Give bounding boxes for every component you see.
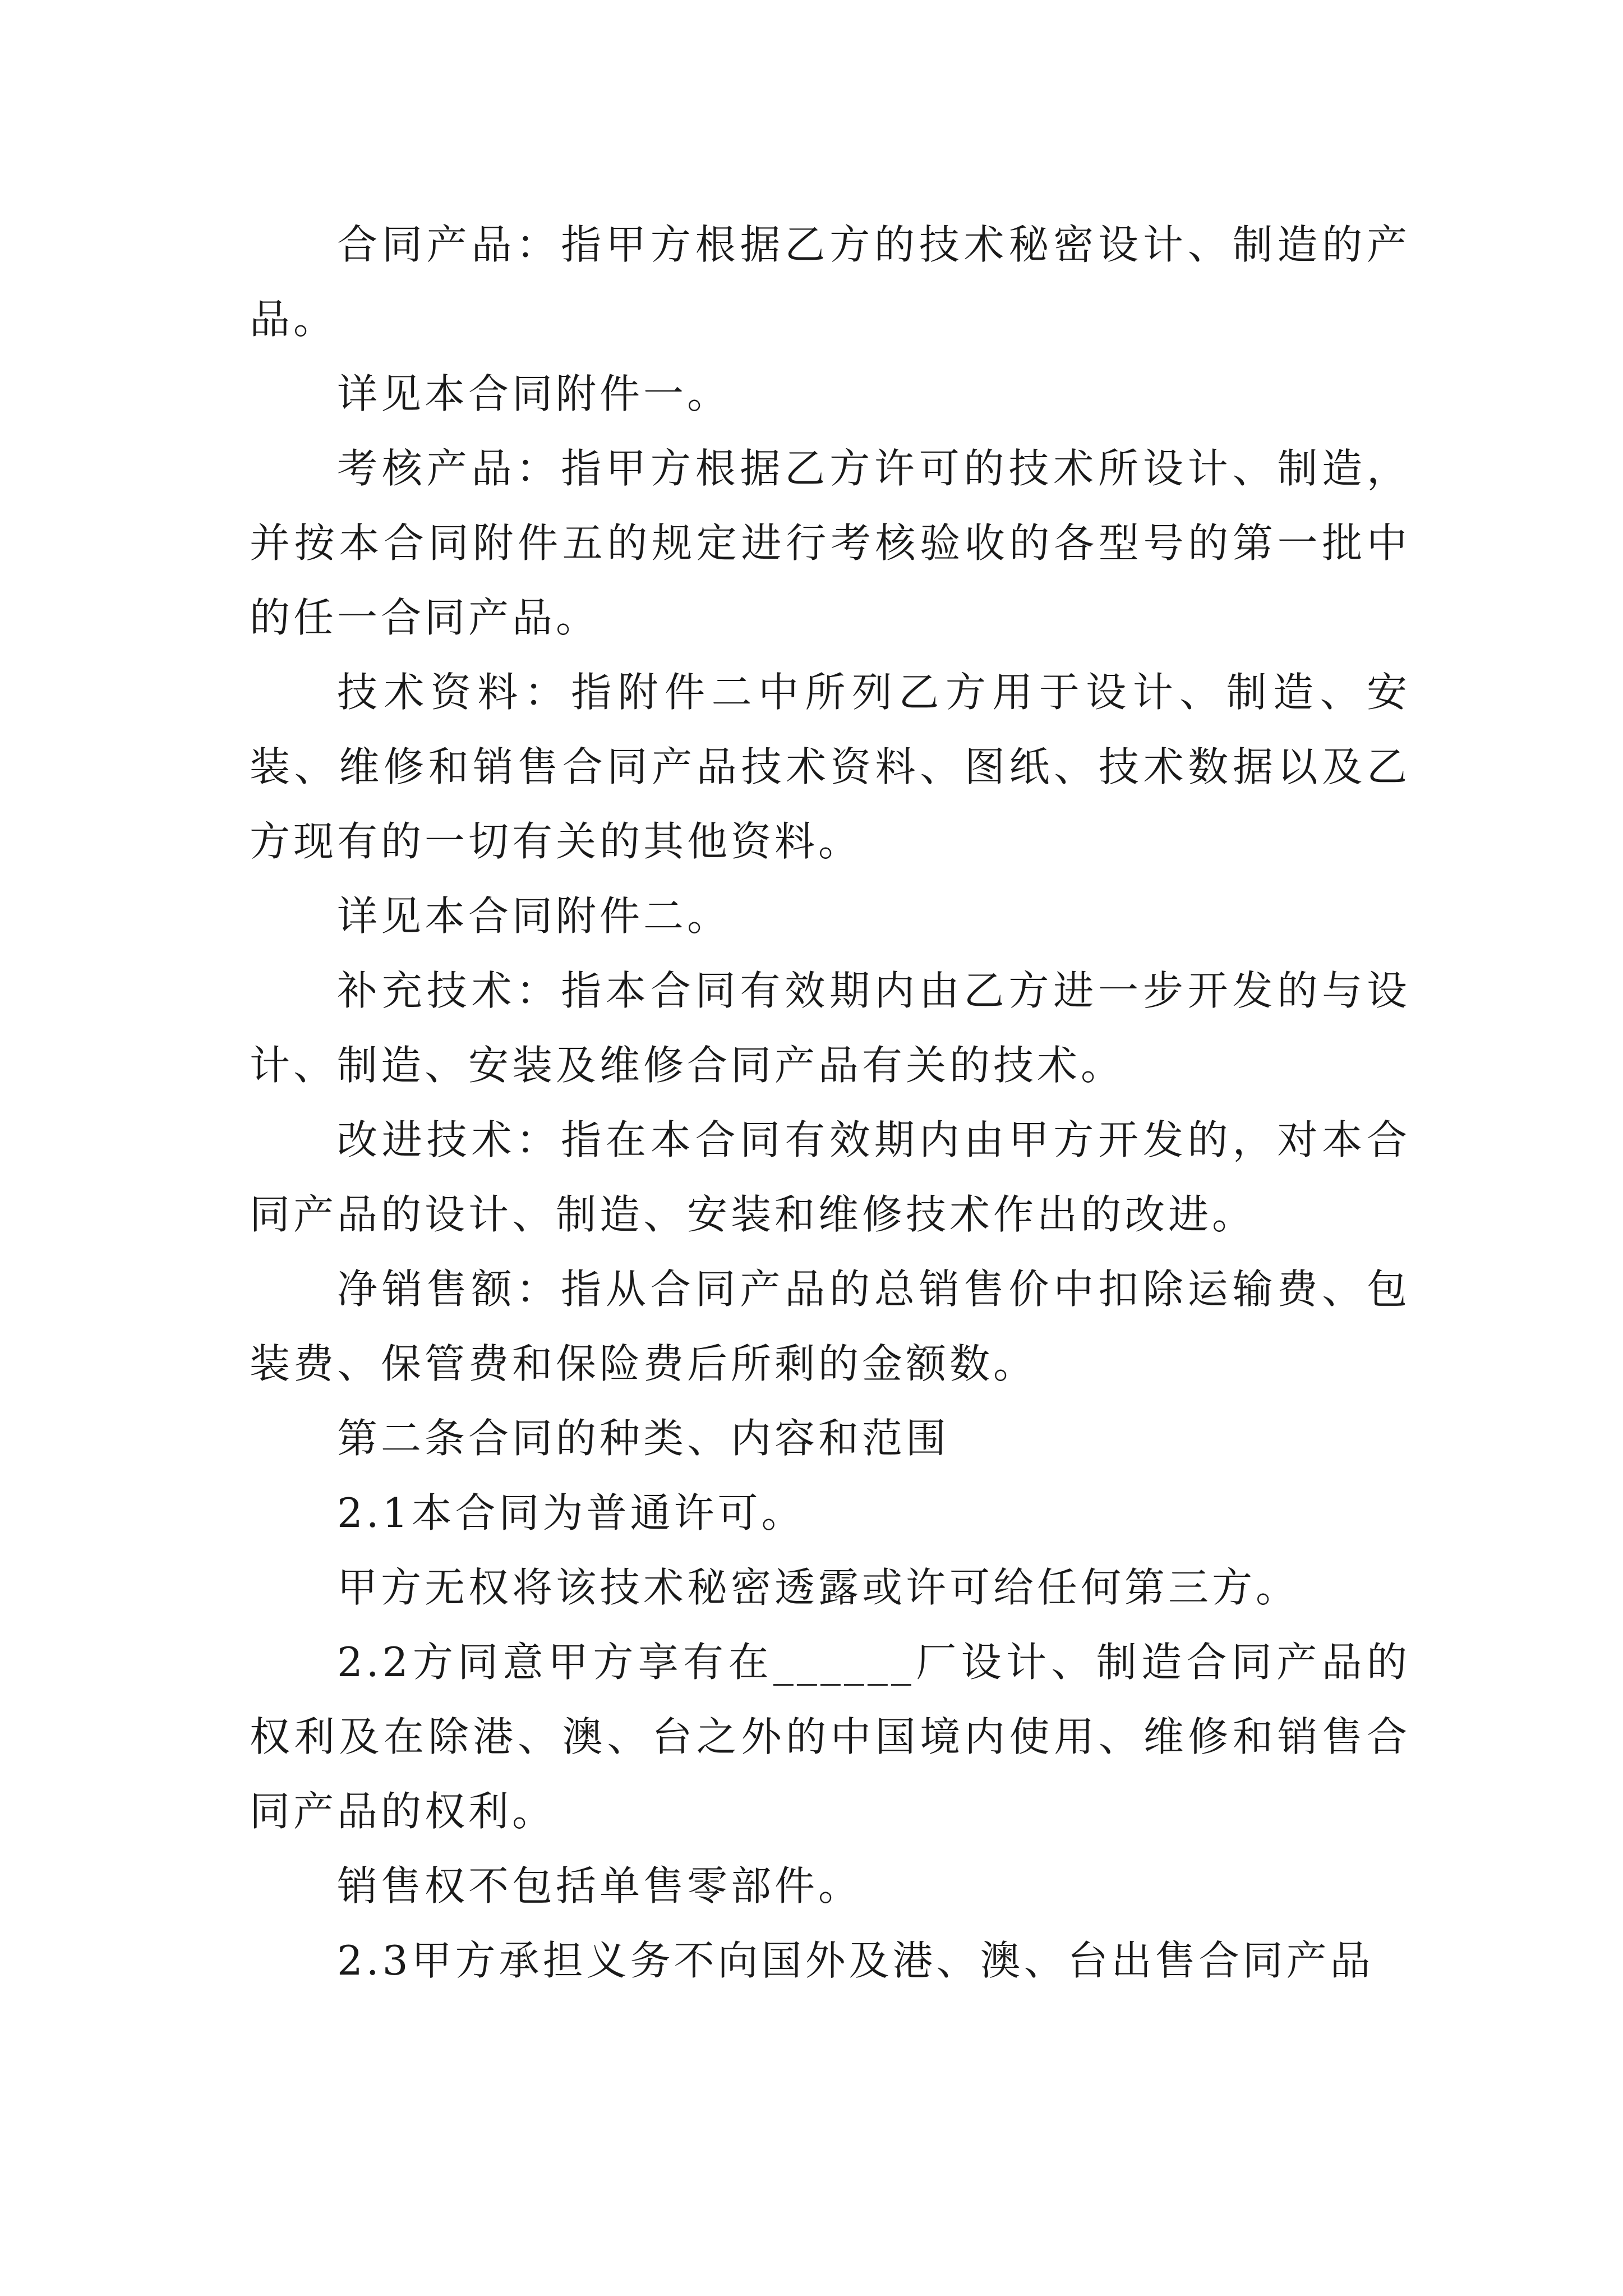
paragraph-no-third-party: 甲方无权将该技术秘密透露或许可给任何第三方。 [337,1564,1300,1611]
section-heading-article-2: 第二条合同的种类、内容和范围 [337,1415,950,1462]
document-body [250,208,1410,1998]
paragraph-net-sales: 净销售额：指从合同产品的总销售价中扣除运输费、包装费、保管费和保险费后所剩的金额数。 [250,1266,1410,1387]
paragraph-contract-product: 合同产品：指甲方根据乙方的技术秘密设计、制造的产品。 [250,221,1410,343]
paragraph-technical-data: 技术资料：指附件二中所列乙方用于设计、制造、安装、维修和销售合同产品技术资料、图纸、技术数据以及乙方现有的一切有关的其他资料。 [250,669,1410,865]
clause-2-1: 2.1本合同为普通许可。 [337,1489,805,1536]
clause-2-3: 2.3甲方承担义务不向国外及港、澳、台出售合同产品 [337,1937,1374,1984]
paragraph-improved-tech: 改进技术：指在本合同有效期内由甲方开发的，对本合同产品的设计、制造、安装和维修技术作出的改进。 [250,1116,1410,1238]
paragraph-supplementary-tech: 补充技术：指本合同有效期内由乙方进一步开发的与设计、制造、安装及维修合同产品有关的技术。 [250,967,1410,1089]
paragraph-assessment-product: 考核产品：指甲方根据乙方许可的技术所设计、制造，并按本合同附件五的规定进行考核验收的各型号的第一批中的任一合同产品。 [250,445,1410,641]
clause-2-2: 2.2方同意甲方享有在______厂设计、制造合同产品的权利及在除港、澳、台之外的中国境内使用、维修和销售合同产品的权利。 [250,1639,1410,1835]
paragraph-see-annex-1: 详见本合同附件一。 [337,370,731,417]
paragraph-sales-rights: 销售权不包括单售零部件。 [337,1862,863,1910]
paragraph-see-annex-2: 详见本合同附件二。 [337,892,731,940]
